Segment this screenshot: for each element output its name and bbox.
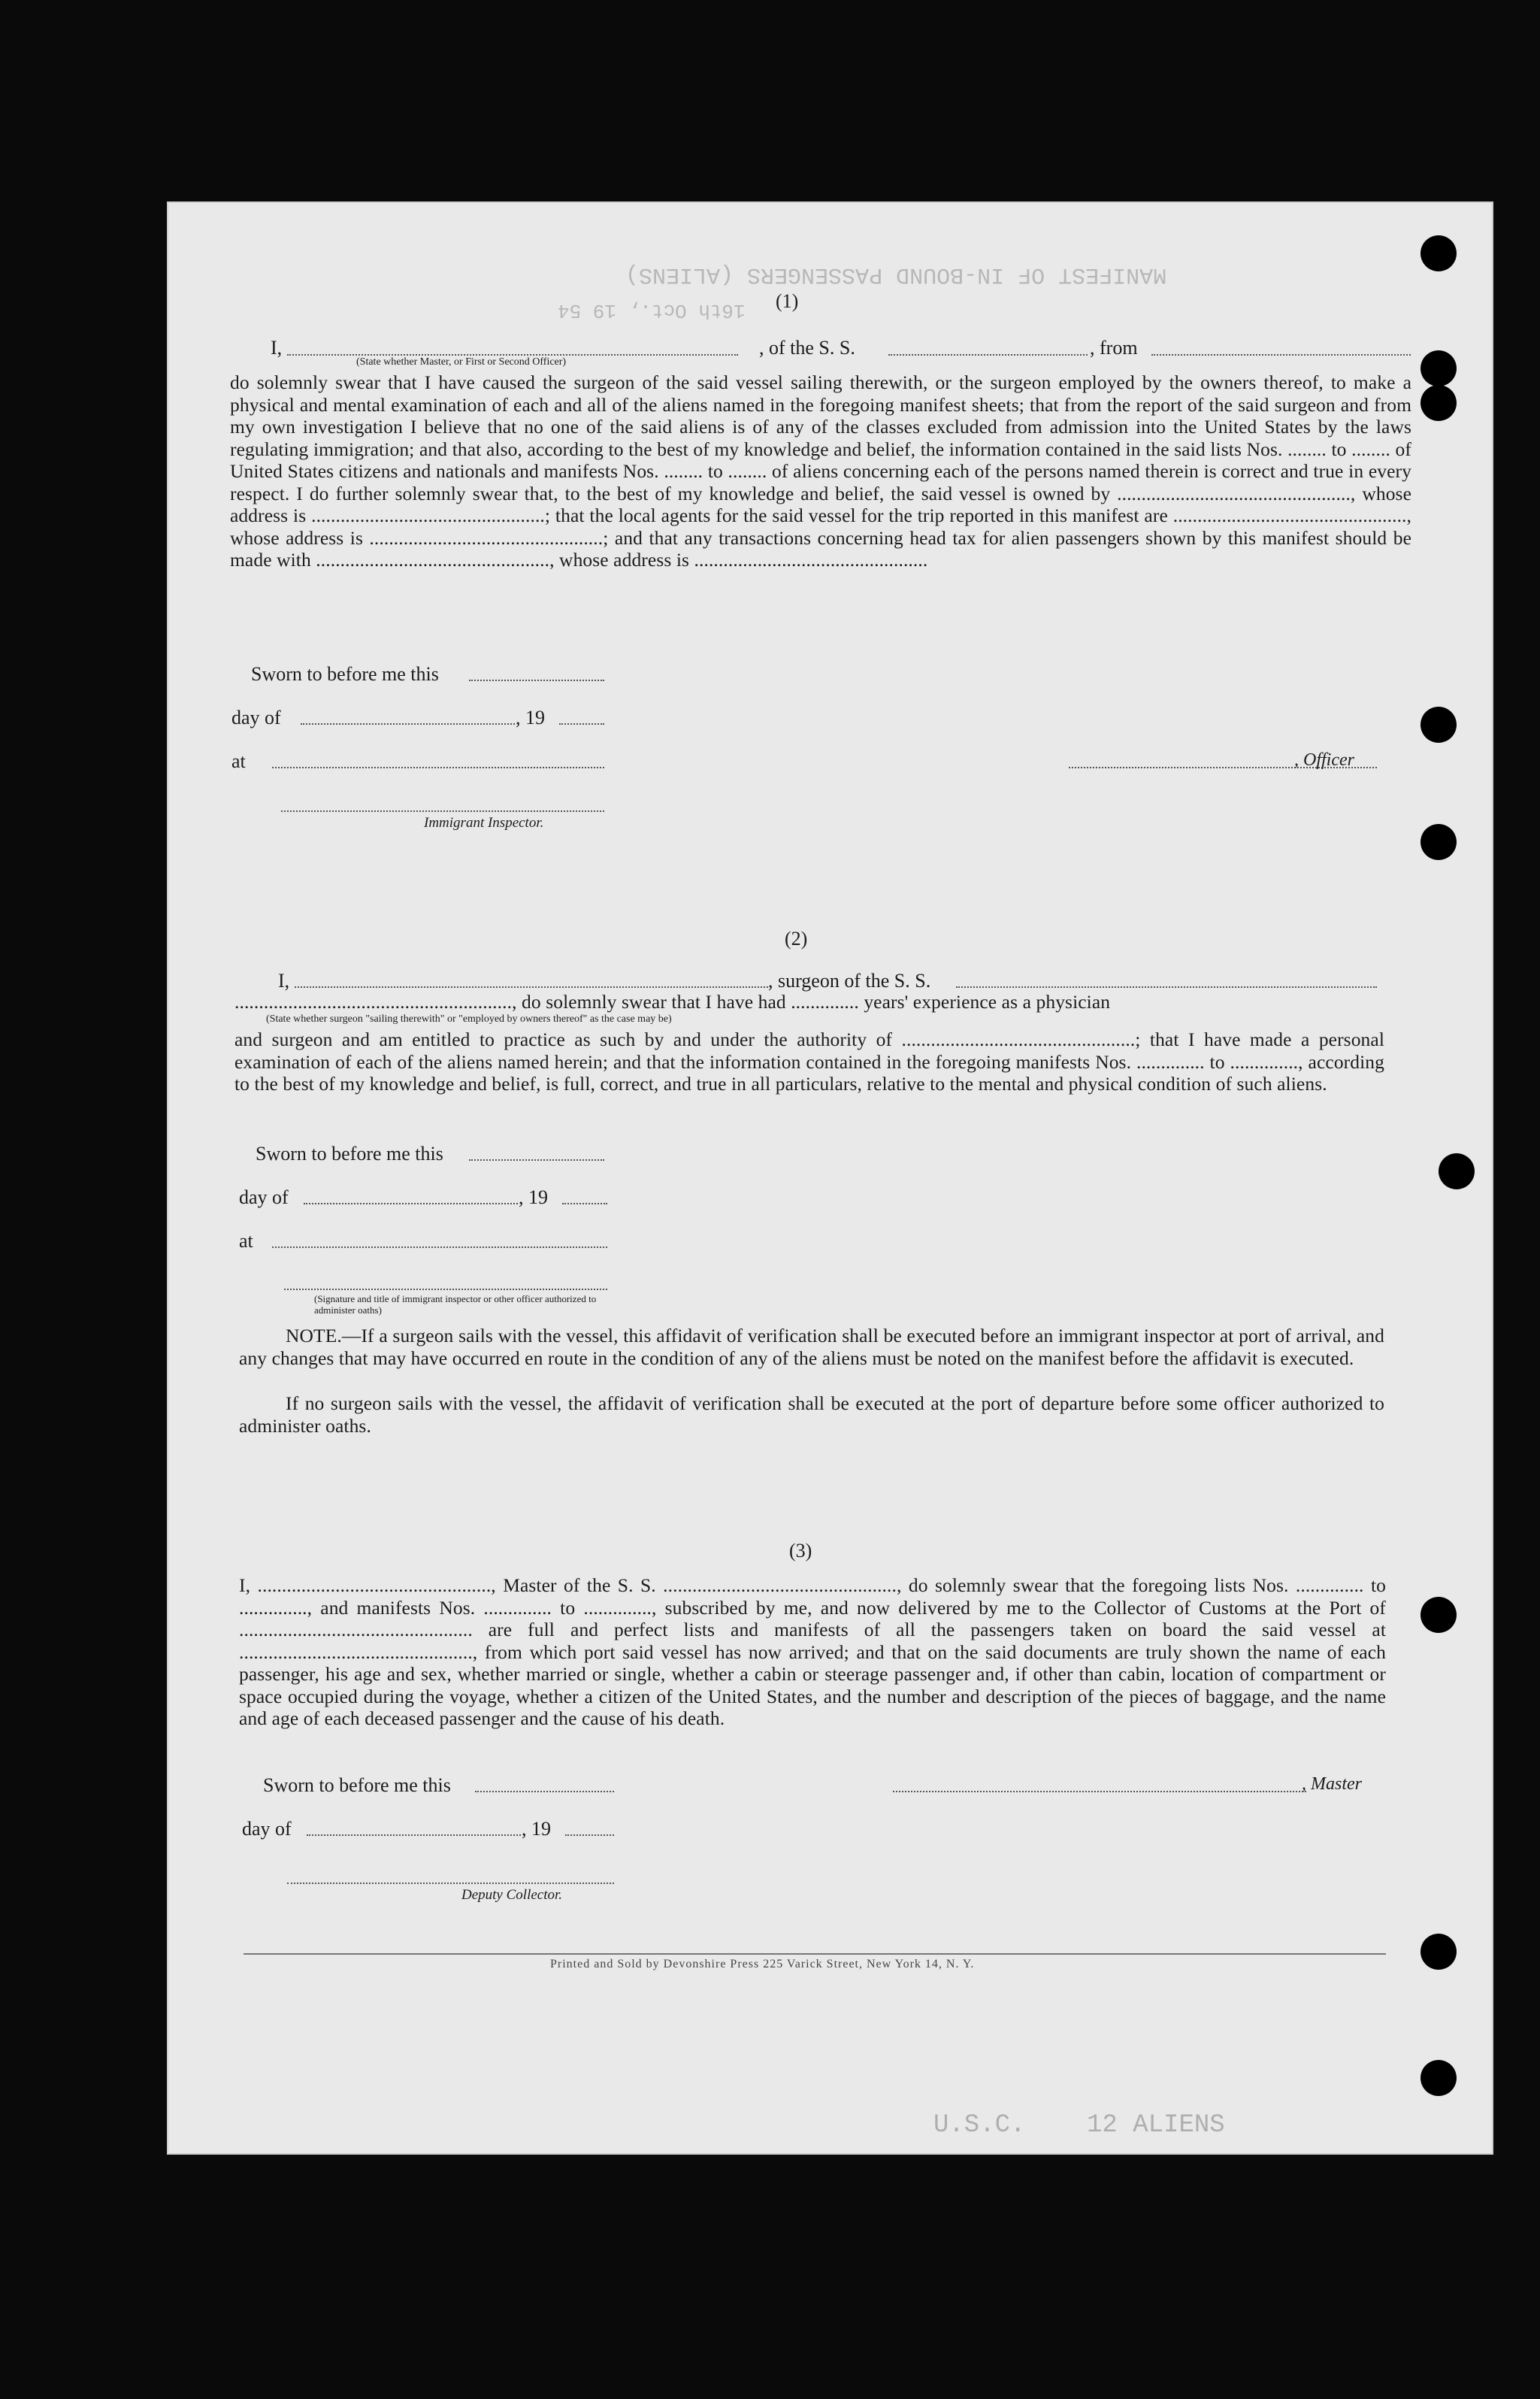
aff2-19: , 19 <box>519 1186 548 1208</box>
aff1-body: do solemnly swear that I have caused the surgeon of the said vessel sailing therewith, or the surgeon employed by the owners thereof, to make a physical and mental examination of each and all of the aliens named in the foregoing manifest sheets; that from the report of the said surgeon and from my own investigation I believe that no one of the said aliens is of any of the classes excluded from admission into the United States by the laws regulating immigration; and that also, according to the best of my knowledge and belief, the information contained in the said lists Nos. ........ to ........ of United States citizens and nationals and manifests Nos. ........ to ........ of aliens concerning each of the persons named therein is correct and true in every respect. I do further solemnly swear that, to the best of my knowledge and belief, the said vessel is owned by ................................................, whose address is ................................................; that the local agents for the said vessel for the trip reported in this manifest are ................................................, whose address is ................................................; and that any transactions concerning head tax for alien passengers shown by this manifest should be made with ................................................, whose address is ................................................ <box>230 371 1411 571</box>
punch-hole-3 <box>1420 385 1457 421</box>
punch-hole-4 <box>1420 707 1457 743</box>
aff1-i: I, <box>271 337 283 359</box>
aff1-officer-line <box>287 354 738 356</box>
punch-hole-6 <box>1439 1153 1475 1189</box>
document-page <box>167 201 1493 2155</box>
punch-hole-7 <box>1420 1597 1457 1633</box>
aff2-surgeon-label: , surgeon of the S. S. <box>768 970 931 992</box>
printer-footer: Printed and Sold by Devonshire Press 225 Varick Street, New York 14, N. Y. <box>550 1958 975 1970</box>
bleed-stamp: U.S.C. 12 ALIENS <box>933 2111 1225 2140</box>
aff3-day-line <box>307 1834 521 1836</box>
aff1-sworn: Sworn to before me this <box>251 663 439 685</box>
section-1-number: (1) <box>776 290 799 312</box>
aff1-at: at <box>231 750 246 772</box>
footer-rule <box>244 1953 1386 1955</box>
punch-hole-8 <box>1420 1934 1457 1970</box>
aff3-master-line <box>893 1791 1306 1792</box>
aff1-sworn-line <box>469 680 604 681</box>
bleed-header: MANIFEST OF IN-BOUND PASSENGERS (ALIENS) <box>625 262 1167 287</box>
aff2-body1: ........................................................., do solemnly swear that I have had .............. years' experience as a physician <box>234 991 1111 1013</box>
bleed-date: 16th Oct., 19 54 <box>558 299 746 322</box>
punch-hole-9 <box>1420 2060 1457 2096</box>
section-3-number: (3) <box>789 1540 812 1561</box>
aff3-19: , 19 <box>522 1818 551 1840</box>
aff2-day-line <box>304 1203 518 1204</box>
aff1-inspector: Immigrant Inspector. <box>424 815 544 831</box>
aff3-collector: Deputy Collector. <box>461 1887 563 1903</box>
aff1-from-label: , from <box>1090 337 1138 359</box>
aff2-i: I, <box>278 970 290 992</box>
punch-hole-2 <box>1420 350 1457 386</box>
aff3-sworn-line <box>475 1791 614 1792</box>
punch-hole-1 <box>1420 235 1457 271</box>
aff2-surgeon-line <box>295 986 768 988</box>
aff2-vessel-line <box>956 986 1377 988</box>
aff1-year-line <box>559 723 604 725</box>
aff3-master: , Master <box>1302 1774 1362 1794</box>
aff2-note2: If no surgeon sails with the vessel, the affidavit of verification shall be executed at the port of departure before some officer authorized to administer oaths. <box>239 1392 1384 1437</box>
aff1-day-line <box>301 723 515 725</box>
section-2-number: (2) <box>785 928 808 950</box>
punch-hole-5 <box>1420 824 1457 860</box>
aff1-vessel-label: , of the S. S. <box>759 337 855 359</box>
aff2-sworn: Sworn to before me this <box>256 1143 443 1165</box>
aff1-day-of: day of <box>231 707 281 728</box>
aff1-19: , 19 <box>516 707 545 728</box>
aff1-inspector-line <box>281 810 604 812</box>
aff1-at-line <box>272 767 604 768</box>
aff2-at: at <box>239 1230 253 1252</box>
aff2-sig-note: (Signature and title of immigrant inspector or other officer authorized to administer oaths) <box>314 1293 597 1316</box>
aff1-officer-note: (State whether Master, or First or Second Officer) <box>356 356 567 368</box>
aff3-year-line <box>565 1834 614 1836</box>
aff2-year-line <box>562 1203 607 1204</box>
aff3-body: I, ................................................, Master of the S. S. ................................................, do solemnly swear that the foregoing lists Nos. .............. to .............., and manifests Nos. .............. to .............., subscribed by me, and now delivered by me to the Collector of Customs at the Port of ................................................ are full and perfect lists and manifests of all the passengers taken on board the said vessel at ................................................, from which port said vessel has now arrived; and that on the said documents are truly shown the name of each passenger, his age and sex, whether married or single, whether a cabin or steerage passenger and, if other than cabin, location of compartment or space occupied during the voyage, whether a citizen of the United States, and the number and description of the pieces of baggage, and the name and age of each deceased passenger and the cause of his death. <box>239 1574 1386 1729</box>
aff2-at-line <box>272 1246 607 1248</box>
aff2-note: NOTE.—If a surgeon sails with the vessel, this affidavit of verification shall be executed before an immigrant inspector at port of arrival, and any changes that may have occurred en route in the condition of any of the aliens must be noted on the manifest before the affidavit is executed. <box>239 1325 1384 1369</box>
aff2-surgeon-note: (State whether surgeon "sailing therewith" or "employed by owners thereof" as the case may be) <box>266 1013 672 1025</box>
aff3-collector-line <box>287 1883 614 1884</box>
aff1-vessel-line <box>888 354 1088 356</box>
aff1-officer: , Officer <box>1294 750 1354 770</box>
aff3-sworn: Sworn to before me this <box>263 1774 451 1796</box>
aff2-day-of: day of <box>239 1186 289 1208</box>
aff3-day-of: day of <box>242 1818 292 1840</box>
aff2-sworn-line <box>469 1159 604 1161</box>
aff1-from-line <box>1151 354 1411 356</box>
aff2-sign-line <box>284 1289 607 1290</box>
aff2-body2: and surgeon and am entitled to practice as such by and under the authority of ................................................; that I have made a personal examination of each of the aliens named herein; and that the information contained in the foregoing manifests Nos. .............. to .............., according to the best of my knowledge and belief, is full, correct, and true in all particulars, relative to the mental and physical condition of such aliens. <box>234 1028 1384 1095</box>
